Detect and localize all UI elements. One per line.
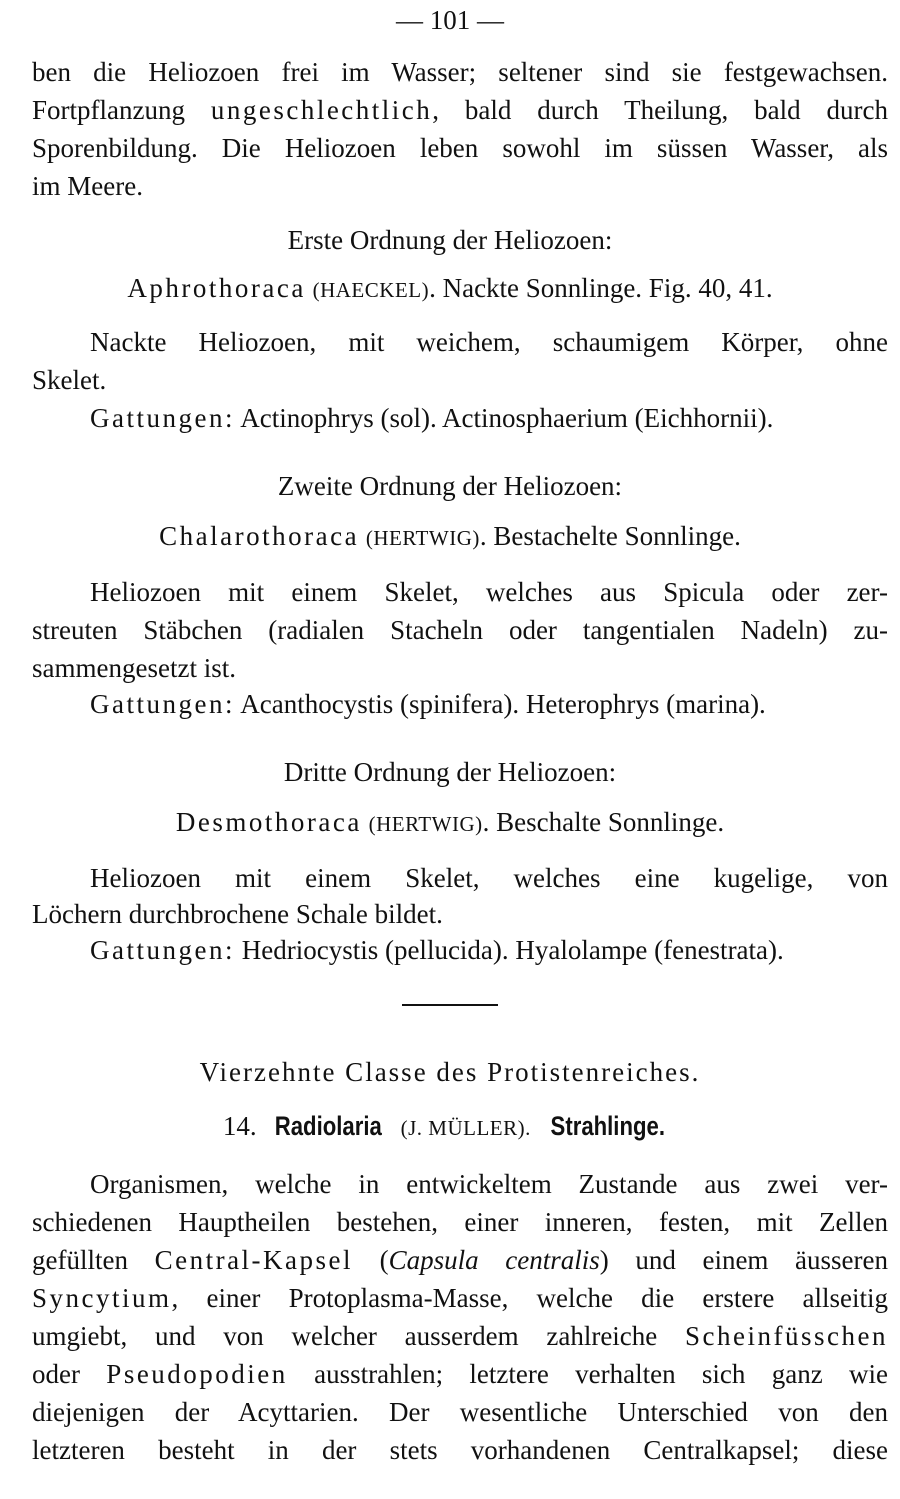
text-line (32, 1280, 888, 1316)
genera-label: Gattungen: (90, 935, 235, 965)
class-german-name: Strahlinge. (550, 1111, 665, 1141)
text-line: Löchern durchbrochene Schale bildet. (32, 899, 443, 929)
genera-list: Acanthocystis (spinifera). Heterophrys (marina). (234, 689, 766, 719)
page-number: — 101 — (396, 5, 504, 35)
text-span: Fortpflanzung (32, 95, 211, 125)
taxon-name: Aphrothoraca (127, 273, 306, 303)
text-line: Organismen, welche in entwickeltem Zustande aus zwei ver- (90, 1169, 888, 1199)
text-line: Skelet. (32, 365, 107, 395)
order-heading: Erste Ordnung der Heliozoen: (287, 225, 613, 255)
class-name: Radiolaria (275, 1111, 383, 1141)
text-line (32, 92, 888, 128)
class-title (0, 1108, 900, 1146)
text-line: schiedenen Hauptheilen bestehen, einer inneren, festen, mit Zellen (32, 1207, 888, 1237)
genera-list: Actinophrys (sol). Actinosphaerium (Eichhornii). (234, 403, 774, 433)
text-line: ben die Heliozoen frei im Wasser; seltener sind sie festgewachsen. (32, 57, 888, 87)
order-title (0, 270, 900, 308)
class-author: (J. MÜLLER). (400, 1116, 531, 1140)
genera-label: Gattungen: (90, 403, 235, 433)
taxon-name: Desmothoraca (175, 807, 362, 837)
text-span: , bald durch Theilung, bald durch (432, 95, 888, 125)
text-line: Sporenbildung. Die Heliozoen leben sowohl im süssen Wasser, als (32, 133, 888, 163)
text-span: ( (353, 1245, 389, 1275)
taxon-common: . Bestachelte Sonnlinge. (479, 521, 741, 551)
taxon-author: (HERTWIG) (365, 526, 480, 550)
section-divider (402, 1004, 498, 1006)
text-line: letzteren besteht in der stets vorhandenen Centralkapsel; diese (32, 1435, 888, 1465)
text-span: ) und einem äusseren (599, 1245, 888, 1275)
text-line (32, 1356, 888, 1392)
text-span: ausstrahlen; letztere verhalten sich ganz wie (287, 1359, 888, 1389)
taxon-author: (HERTWIG) (368, 812, 483, 836)
text-span: umgiebt, und von welcher ausserdem zahlreiche (32, 1321, 686, 1351)
order-title (0, 518, 900, 556)
italic-term: Capsula centralis (388, 1245, 600, 1275)
emphasis-text: Pseudopodien (106, 1359, 288, 1389)
emphasis-text: Scheinfüsschen (685, 1321, 888, 1351)
taxon-common: . Nackte Sonnlinge. Fig. 40, 41. (429, 273, 773, 303)
taxon-common: . Beschalte Sonnlinge. (482, 807, 725, 837)
genera-list: Hedriocystis (pellucida). Hyalolampe (fenestrata). (234, 935, 784, 965)
text-span: gefüllten (32, 1245, 155, 1275)
text-line: diejenigen der Acyttarien. Der wesentliche Unterschied von den (32, 1397, 888, 1427)
order-heading: Zweite Ordnung der Heliozoen: (277, 471, 623, 501)
text-line: sammengesetzt ist. (32, 653, 236, 683)
text-line: Nackte Heliozoen, mit weichem, schaumigem Körper, ohne (90, 327, 888, 357)
genera-line (90, 400, 888, 436)
class-number: 14. (222, 1111, 257, 1141)
emphasis-text: Central-Kapsel (154, 1245, 354, 1275)
text-span: , einer Protoplasma-Masse, welche die erstere allseitig (171, 1283, 888, 1313)
text-line: Heliozoen mit einem Skelet, welches aus Spicula oder zer- (90, 577, 888, 607)
text-line (32, 1242, 888, 1278)
taxon-author: (HAECKEL) (312, 278, 430, 302)
emphasis-text: ungeschlechtlich (210, 95, 433, 125)
text-span: oder (32, 1359, 107, 1389)
genera-line (90, 686, 888, 722)
class-supertitle: Vierzehnte Classe des Protistenreiches. (199, 1057, 701, 1087)
text-line: Heliozoen mit einem Skelet, welches eine kugelige, von (90, 863, 888, 893)
taxon-name: Chalarothoraca (159, 521, 360, 551)
order-title (0, 804, 900, 842)
text-line (32, 1318, 888, 1354)
genera-line (90, 932, 888, 968)
text-line: im Meere. (32, 171, 143, 201)
emphasis-text: Syncytium (32, 1283, 172, 1313)
text-line: streuten Stäbchen (radialen Stacheln oder tangentialen Nadeln) zu- (32, 615, 888, 645)
order-heading: Dritte Ordnung der Heliozoen: (283, 757, 617, 787)
genera-label: Gattungen: (90, 689, 235, 719)
